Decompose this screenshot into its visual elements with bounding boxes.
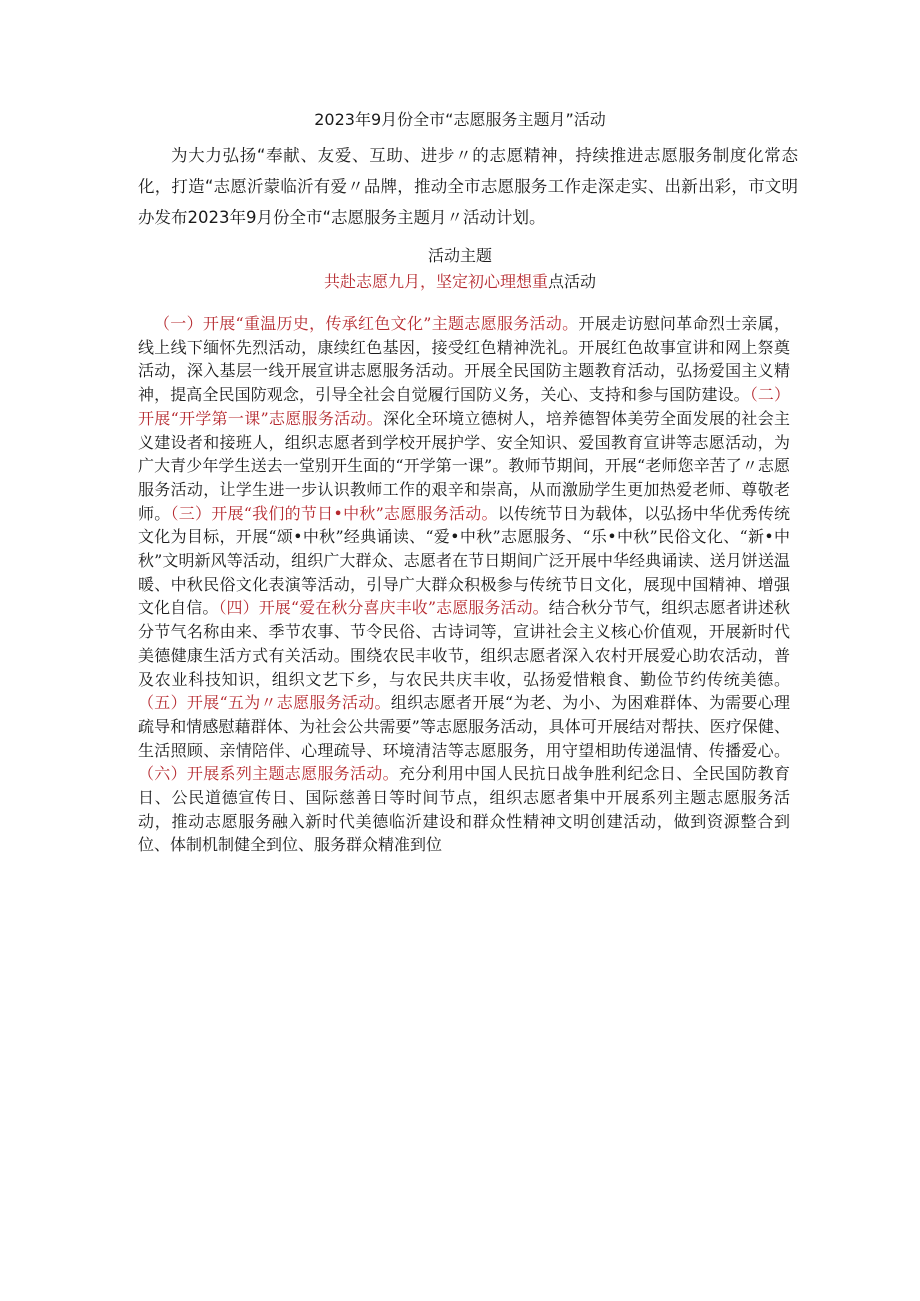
theme-heading: 活动主题	[427, 246, 492, 265]
activities-body	[138, 312, 790, 857]
subtitle-black-text: 点活动	[548, 272, 597, 291]
document-title: 2023年9月份全市“志愿服务主题月”活动	[314, 110, 606, 129]
section-text-6: 充分利用中国人民抗日战争胜利纪念日、全民国防教育日、公民道德宣传日、国际慈善日等时间节点，组织志愿者集中开展系列主题志愿服务活动，推动志愿服务融入新时代美德临沂建设和群众性精神文明创建活动，做到资源整合到位、体制机制健全到位、服务群众精准到位	[138, 764, 790, 855]
section-text-1: 开展走访慰问革命烈士亲属，线上线下缅怀先烈活动，康续红色基因，接受红色精神洗礼。开展红色故事宣讲和网上祭奠活动，深入基层一线开展宣讲志愿服务活动。开展全民国防主题教育活动，弘扬爱国主义精神，提高全民国防观念，引导全社会自觉履行国防义务，关心、支持和参与国防建设。	[138, 314, 790, 405]
section-heading-6: （六）开展系列主题志愿服务活动。	[138, 764, 399, 784]
section-heading-5: （五）开展“五为〃志愿服务活动。	[138, 693, 391, 713]
theme-subtitle	[0, 270, 920, 294]
section-heading-2: （二）开展“开学第一课”志愿服务活动。	[138, 385, 790, 428]
subtitle-red-text: 共赴志愿九月，坚定初心理想重	[323, 272, 548, 291]
section-heading-1: （一）开展“重温历史，传承红色文化”主题志愿服务活动。	[154, 314, 579, 333]
section-heading-4: （四）开展“爱在秋分喜庆丰收”志愿服务活动。	[218, 598, 549, 618]
intro-paragraph: 为大力弘扬“奉献、友爱、互助、进步〃的志愿精神，持续推进志愿服务制度化常态化，打造“志愿沂蒙临沂有爱〃品牌，推动全市志愿服务工作走深走实、出新出彩，市文明办发布2023年9月份全市“志愿服务主题月〃活动计划。	[138, 146, 798, 227]
section-heading-3: （三）开展“我们的节日•中秋”志愿服务活动。	[170, 503, 498, 523]
section-text-2: 深化全环境立德树人，培养德智体美劳全面发展的社会主义建设者和接班人，组织志愿者到学校开展护学、安全知识、爱国教育宣讲等志愿活动，为广大青少年学生送去一堂别开生面的“开学第一课”。教师节期间，开展“老师您辛苦了〃志愿服务活动，让学生进一步认识教师工作的艰辛和崇高，从而激励学生更加热爱老师、尊敬老师。	[138, 408, 790, 523]
section-text-3: 以传统节日为载体，以弘扬中华优秀传统文化为目标，开展“颂•中秋”经典诵读、“爱•中秋”志愿服务、“乐•中秋”民俗文化、“新•中秋”文明新风等活动，组织广大群众、志愿者在节日期间广泛开展中华经典诵读、送月饼送温暖、中秋民俗文化表演等活动，引导广大群众积极参与传统节日文化，展现中国精神、增强文化自信。	[138, 503, 790, 618]
section-text-4: 结合秋分节气，组织志愿者讲述秋分节气名称由来、季节农事、节令民俗、古诗词等，宣讲社会主义核心价值观，开展新时代美德健康生活方式有关活动。围绕农民丰收节，组织志愿者深入农村开展爱心助农活动，普及农业科技知识，组织文艺下乡，与农民共庆丰收，弘扬爱惜粮食、勤俭节约传统美德。	[138, 598, 790, 689]
section-text-5: 组织志愿者开展“为老、为小、为困难群体、为需要心理疏导和情感慰藉群体、为社会公共需要”等志愿服务活动，具体可开展结对帮扶、医疗保健、生活照顾、亲情陪伴、心理疏导、环境清洁等志愿服务，用守望相助传递温情、传播爱心。	[138, 693, 790, 760]
